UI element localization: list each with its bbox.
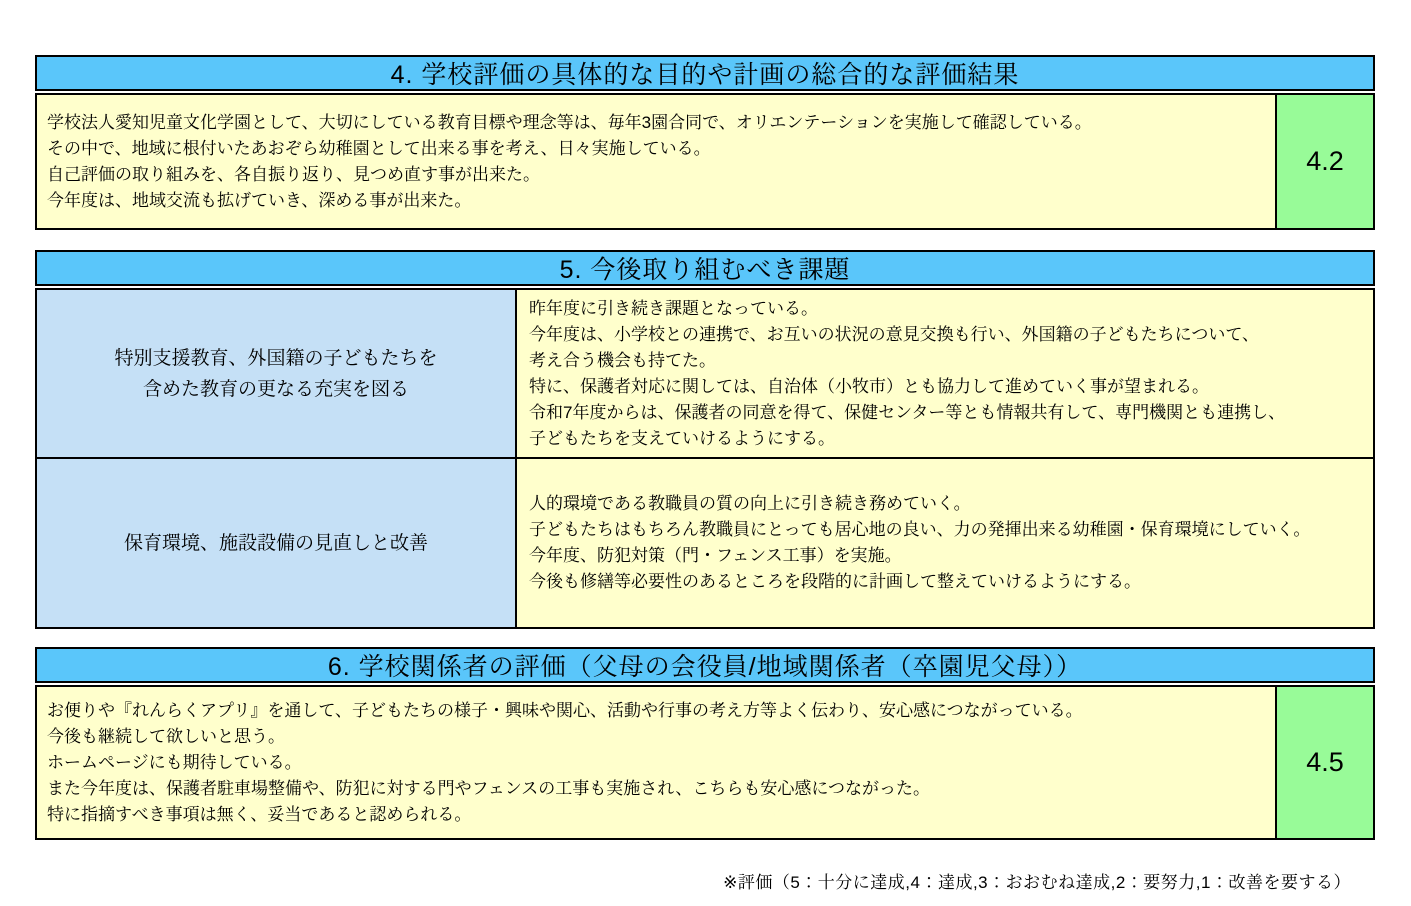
comment-line: また今年度は、保護者駐車場整備や、防犯に対する門やフェンスの工事も実施され、こちらも安心感につながった。 bbox=[47, 778, 930, 798]
issue-row-1 bbox=[37, 290, 1373, 457]
comment-line: 学校法人愛知児童文化学園として、大切にしている教育目標や理念等は、毎年3園合同で、オリエンテーションを実施して確認している。 bbox=[47, 112, 1092, 132]
comment-line: ホームページにも期待している。 bbox=[47, 752, 302, 772]
section-5-body bbox=[35, 288, 1375, 629]
detail-line: 昨年度に引き続き課題となっている。 bbox=[529, 299, 818, 318]
section-4-title: 4. 学校評価の具体的な目的や計画の総合的な評価結果 bbox=[390, 61, 1020, 89]
section-4-body bbox=[35, 93, 1375, 230]
topic-line: 特別支援教育、外国籍の子どもたちを bbox=[114, 348, 438, 369]
detail-line: 子どもたちはもちろん教職員にとっても居心地の良い、力の発揮出来る幼稚園・保育環境にしていく。 bbox=[529, 520, 1311, 539]
topic-line: 保育環境、施設設備の見直しと改善 bbox=[123, 532, 428, 554]
section-4-score-cell bbox=[1275, 95, 1373, 228]
section-6-header bbox=[35, 647, 1375, 683]
detail-line: 今年度、防犯対策（門・フェンス工事）を実施。 bbox=[529, 546, 902, 565]
section-6-title: 6. 学校関係者の評価（父母の会役員/地域関係者（卒園児父母）） bbox=[327, 653, 1083, 681]
detail-line: 今年度は、小学校との連携で、お互いの状況の意見交換も行い、外国籍の子どもたちについて、 bbox=[529, 325, 1259, 344]
section-4-score: 4.2 bbox=[1306, 146, 1344, 176]
topic-line: 含めた教育の更なる充実を図る bbox=[142, 379, 409, 400]
comment-line: お便りや『れんらくアプリ』を通して、子どもたちの様子・興味や関心、活動や行事の考え方等よく伝わり、安心感につながっている。 bbox=[47, 700, 1083, 720]
section-4-comment-cell bbox=[37, 95, 1275, 228]
section-6-score-cell bbox=[1275, 687, 1373, 838]
issue-1-topic-cell bbox=[37, 290, 517, 458]
section-6-comment-cell bbox=[37, 687, 1275, 838]
section-5-header bbox=[35, 250, 1375, 286]
section-5 bbox=[35, 250, 1375, 629]
section-6-body bbox=[35, 685, 1375, 840]
detail-line: 今後も修繕等必要性のあるところを段階的に計画して整えていけるようにする。 bbox=[529, 572, 1141, 591]
comment-line: 今年度は、地域交流も拡げていき、深める事が出来た。 bbox=[47, 190, 472, 210]
section-4 bbox=[35, 55, 1375, 230]
detail-line: 令和7年度からは、保護者の同意を得て、保健センター等とも情報共有して、専門機関とも連携し、 bbox=[529, 403, 1286, 422]
section-6 bbox=[35, 647, 1375, 840]
detail-line: 人的環境である教職員の質の向上に引き続き務めていく。 bbox=[529, 494, 971, 513]
rating-legend: ※評価（5：十分に達成,4：達成,3：おおむね達成,2：要努力,1：改善を要する） bbox=[723, 873, 1351, 892]
detail-line: 考え合う機会も持てた。 bbox=[529, 351, 716, 370]
section-4-header bbox=[35, 55, 1375, 91]
comment-line: 自己評価の取り組みを、各自振り返り、見つめ直す事が出来た。 bbox=[47, 164, 540, 184]
comment-line: その中で、地域に根付いたあおぞら幼稚園として出来る事を考え、日々実施している。 bbox=[47, 138, 711, 158]
detail-line: 特に、保護者対応に関しては、自治体（小牧市）とも協力して進めていく事が望まれる。 bbox=[529, 377, 1209, 396]
issue-2-topic-cell bbox=[37, 459, 517, 627]
detail-line: 子どもたちを支えていけるようにする。 bbox=[529, 429, 835, 448]
comment-line: 特に指摘すべき事項は無く、妥当であると認められる。 bbox=[47, 804, 472, 824]
comment-line: 今後も継続して欲しいと思う。 bbox=[47, 726, 285, 746]
issue-row-2 bbox=[37, 457, 1373, 627]
issue-1-detail-cell bbox=[517, 290, 1373, 458]
section-5-title: 5. 今後取り組むべき課題 bbox=[559, 256, 851, 284]
issue-2-detail-cell bbox=[517, 459, 1373, 627]
section-6-score: 4.5 bbox=[1306, 747, 1344, 777]
